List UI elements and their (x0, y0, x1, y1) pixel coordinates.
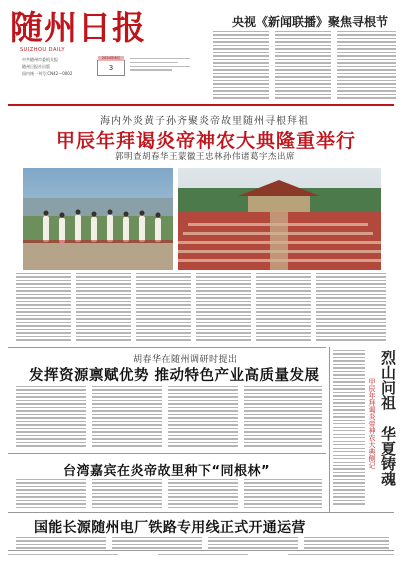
second-body-column (168, 386, 238, 450)
ceremony-photo-left-image (23, 168, 173, 270)
lead-body-column (16, 273, 71, 345)
side-headline-2: 华夏铸魂 (379, 426, 397, 486)
lead-body-column (316, 273, 386, 345)
text-column (275, 31, 331, 103)
second-body-column (16, 386, 86, 450)
lead-body-column (136, 273, 191, 345)
third-body-column (244, 479, 322, 511)
side-divider (329, 347, 330, 512)
side-headline-1: 烈山问祖 (379, 350, 397, 410)
third-body-column (92, 479, 162, 511)
fourth-body-column (304, 537, 389, 550)
issue-day: 3 (108, 64, 114, 72)
ceremony-photo-right-image (178, 168, 381, 270)
footer-rule (8, 550, 394, 551)
issue-date-box (97, 56, 125, 76)
lead-body-column (76, 273, 131, 345)
publisher-line: 中共随州市委机关报 (22, 57, 58, 62)
top-right-headline: 央视《新闻联播》聚焦寻根节 (232, 15, 389, 29)
third-body-column (16, 479, 86, 511)
side-body-column (333, 350, 365, 510)
cn-line: 国内统一刊号:CN42—0002 (22, 71, 73, 76)
masthead-rule (8, 104, 394, 106)
text-column (213, 31, 269, 103)
third-body-column (168, 479, 238, 511)
second-headline: 发挥资源禀赋优势 推动特色产业高质量发展 (29, 368, 320, 384)
fourth-body-column (16, 537, 106, 550)
masthead-english: SUIZHOU DAILY (20, 47, 66, 53)
text-column (337, 31, 396, 103)
lead-headline: 甲辰年拜谒炎帝神农大典隆重举行 (56, 130, 357, 152)
fourth-body-column (112, 537, 202, 550)
newspaper-masthead: 随州日报 (10, 8, 146, 47)
masthead-info-block (130, 58, 190, 80)
section-divider (8, 453, 326, 454)
lead-kicker: 海内外炎黄子孙齐聚炎帝故里随州寻根拜祖 (100, 116, 309, 127)
lead-body-column (196, 273, 251, 345)
top-right-body (213, 31, 396, 103)
issue-month: 2024年6月 (98, 56, 124, 61)
fourth-headline: 国能长源随州电厂铁路专用线正式开通运营 (34, 520, 306, 536)
second-body-column (92, 386, 162, 450)
fourth-body-column (208, 537, 298, 550)
section-divider (8, 512, 394, 513)
third-headline: 台湾嘉宾在炎帝故里种下“同根林” (63, 464, 271, 479)
ceremony-photo-right (178, 168, 381, 270)
lead-body-column (256, 273, 311, 345)
footer-strip (8, 554, 394, 558)
ceremony-photo-left (23, 168, 173, 270)
lead-deck: 郭明查胡春华王蒙徽王忠林孙伟诸葛宇杰出席 (115, 152, 296, 162)
site-line: 随州日报社出版 (22, 64, 50, 69)
second-kicker: 胡春华在随州调研时提出 (133, 355, 238, 365)
section-divider (8, 347, 326, 348)
second-body-column (244, 386, 322, 450)
side-subheadline: 甲辰年拜谒炎帝神农大典侧记 (368, 378, 376, 469)
